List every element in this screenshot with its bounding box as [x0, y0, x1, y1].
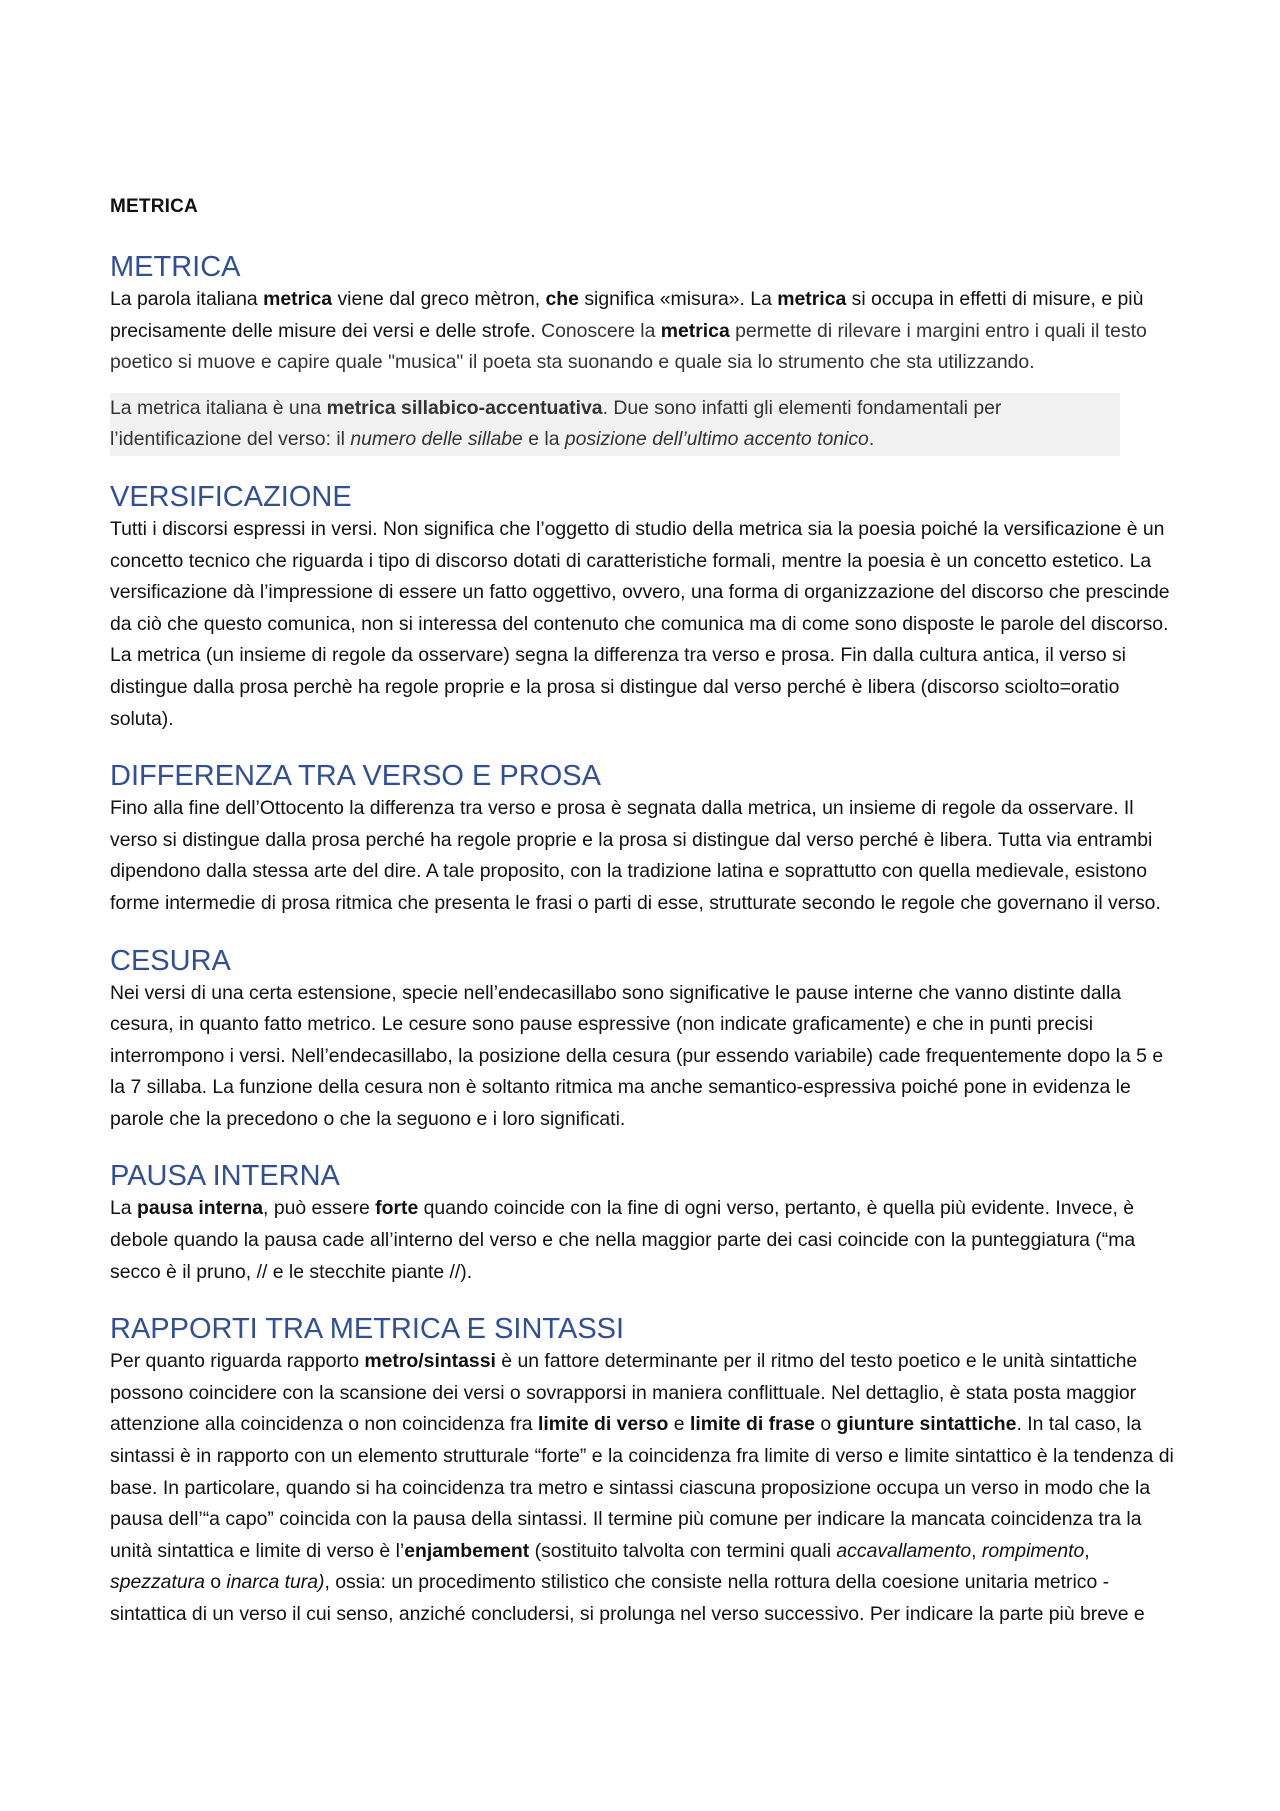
text-run: significa «misura». La	[578, 288, 778, 310]
text-run: è un fattore determinante per il ritmo del testo poetico e le unità sintattiche possono coincidere con la scansione dei versi o sovrapporsi in maniera conflittuale. Nel dettaglio, è stata posta maggior attenzione alla coincidenza o non coincidenza fra	[110, 1350, 1138, 1436]
text-run: La metrica italiana è una	[110, 396, 327, 419]
text-run: o	[204, 1571, 227, 1594]
pausa-paragraph	[110, 1193, 1180, 1288]
italic-run: numero delle sillabe	[350, 428, 523, 451]
differenza-paragraph: Fino alla fine dell’Ottocento la differenza tra verso e prosa è segnata dalla metrica, un insieme di regole da osservare. Il verso si distingue dalla prosa perché ha regole proprie e la prosa si distingue dal verso perché è libera. Tutta via entrambi dipendono dalla stessa arte del dire. A tale proposito, con la tradizione latina e soprattutto con quella medievale, esistono forme intermedie di prosa ritmica che presenta le frasi o parti di esse, strutturate secondo le regole che governano il verso.	[110, 797, 1161, 914]
bold-run: che	[545, 288, 579, 310]
section-differenza	[110, 759, 1180, 919]
italic-run: inarca tura)	[226, 1571, 325, 1594]
bold-run: metrica	[263, 288, 333, 310]
document-label: METRICA	[110, 196, 198, 217]
bold-run: pausa interna	[136, 1197, 264, 1220]
text-run: e	[668, 1413, 690, 1436]
text-run: o	[814, 1413, 837, 1436]
text-run: (sostituito talvolta con termini quali	[529, 1539, 837, 1562]
bold-run: metrica sillabico-accentuativa	[326, 396, 603, 419]
text-run: quando coincide con la fine di ogni verso, pertanto, è quella più evidente. Invece, è debole quando la pausa cade all’interno del verso e che nella maggior parte dei casi coincide con la punteggiatura (“ma secco è il pruno, // e le stecchite piante //).	[110, 1197, 1136, 1283]
text-run: .	[868, 428, 875, 451]
text-run: La	[110, 1197, 137, 1220]
metrica-paragraph-2	[110, 393, 1120, 456]
section-pausa-interna	[110, 1159, 1180, 1288]
text-run: . In tal caso, la sintassi è in rapporto con un elemento strutturale “forte” e la coincidenza fra limite di verso e limite sintattico è la tendenza di base. In particolare, quando si ha coincidenza tra metro e sintassi ciascuna proposizione occupa un verso in modo che la pausa dell’“a capo” coincida con la pausa della sintassi. Il termine più comune per indicare la mancata coincidenza tra la unità sintattica e limite di verso è l’	[110, 1413, 1174, 1562]
heading-cesura: CESURA	[110, 944, 231, 977]
section-versificazione	[110, 480, 1180, 735]
metrica-paragraph-1	[110, 284, 1180, 379]
italic-run: spezzatura	[110, 1571, 205, 1594]
bold-run: metrica	[660, 319, 730, 342]
section-cesura	[110, 944, 1180, 1136]
heading-pausa-interna: PAUSA INTERNA	[110, 1160, 340, 1193]
text-run: si occupa in effetti di misure, e più precisamente delle misure dei versi e delle strofe.	[110, 288, 1144, 342]
text-run: ,	[1084, 1539, 1090, 1562]
rapporti-paragraph	[110, 1346, 1180, 1630]
heading-versificazione: VERSIFICAZIONE	[110, 480, 352, 513]
text-run: , ossia: un procedimento stilistico che consiste nella rottura della coesione unitaria metrico -sintattica di un verso il cui senso, anziché concludersi, si prolunga nel verso successivo. Per indicare la parte più breve e	[110, 1571, 1145, 1625]
bold-run: enjambement	[404, 1539, 530, 1562]
italic-run: rompimento	[981, 1539, 1085, 1562]
heading-rapporti: RAPPORTI TRA METRICA E SINTASSI	[110, 1313, 625, 1346]
text-run: La parola italiana	[110, 288, 264, 310]
bold-run: metrica	[777, 288, 847, 310]
section-rapporti	[110, 1312, 1180, 1630]
cesura-paragraph: Nei versi di una certa estensione, specie nell’endecasillabo sono significative le pause interne che vanno distinte dalla cesura, in quanto fatto metrico. Le cesure sono pause espressive (non indicate graficamente) e che in punti precisi interrompono i versi. Nell’endecasillabo, la posizione della cesura (pur essendo variabile) cade frequentemente dopo la 5 e la 7 sillaba. La funzione della cesura non è soltanto ritmica ma anche semantico-espressiva poiché pone in evidenza le parole che la precedono o che la seguono e i loro significati.	[110, 981, 1164, 1130]
bold-run: giunture sintattiche	[836, 1413, 1017, 1436]
text-run: e la	[522, 428, 565, 451]
text-run: ,	[971, 1539, 982, 1562]
bold-run: metro/sintassi	[364, 1350, 496, 1373]
text-run: , può essere	[263, 1197, 376, 1220]
bold-run: limite di verso	[537, 1413, 669, 1436]
text-run: permette di rilevare i margini entro i quali il testo poetico si muove e capire quale "musica" il poeta sta suonando e quale sia lo strumento che sta utilizzando.	[110, 319, 1147, 374]
bold-run: forte	[375, 1197, 419, 1220]
bold-run: limite di frase	[689, 1413, 815, 1436]
text-run: viene dal greco mètron,	[332, 288, 546, 310]
heading-metrica: METRICA	[110, 251, 241, 283]
italic-run: posizione dell’ultimo accento tonico	[564, 428, 869, 451]
text-run: Per quanto riguarda rapporto	[110, 1350, 365, 1373]
text-run: Conoscere la	[541, 319, 661, 342]
italic-run: accavallamento	[836, 1539, 972, 1562]
heading-differenza: DIFFERENZA TRA VERSO E PROSA	[110, 760, 601, 793]
text-run: . Due sono infatti gli elementi fondamentali per l’identificazione del verso: il	[110, 396, 1002, 451]
section-metrica	[110, 250, 1180, 456]
versificazione-paragraph: Tutti i discorsi espressi in versi. Non significa che l’oggetto di studio della metrica sia la poesia poiché la versificazione è un concetto tecnico che riguarda i tipo di discorso dotati di caratteristiche formali, mentre la poesia è un concetto estetico. La versificazione dà l’impressione di essere un fatto oggettivo, ovvero, una forma di organizzazione del discorso che prescinde da ciò che questo comunica, non si interessa del contenuto che comunica ma di come sono disposte le parole del discorso. La metrica (un insieme di regole da osservare) segna la differenza tra verso e prosa. Fin dalla cultura antica, il verso si distingue dalla prosa perchè ha regole proprie e la prosa si distingue dal verso perché è libera (discorso sciolto=oratio soluta).	[110, 517, 1170, 730]
